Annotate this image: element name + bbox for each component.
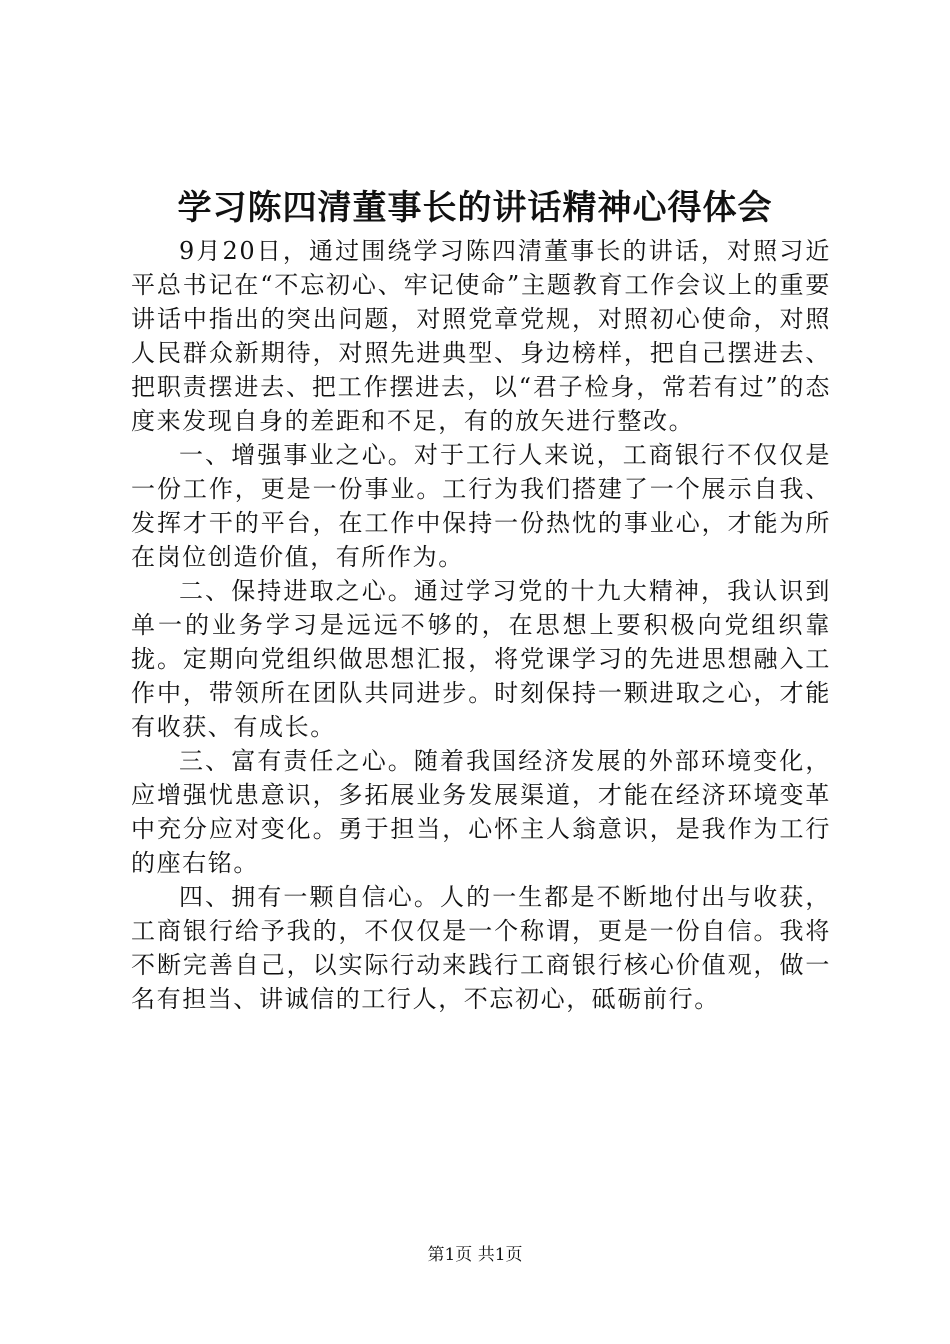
document-title: 学习陈四清董事长的讲话精神心得体会 [177,188,773,228]
paragraph-confidence-heart: 四、拥有一颗自信心。人的一生都是不断地付出与收获，工商银行给予我的，不仅仅是一个称谓，更是一份自信。我将不断完善自己，以实际行动来践行工商银行核心价值观，做一名有担当、讲诚信的工行人，不忘初心，砥砺前行。 [131,883,831,1013]
paragraph-progress-heart: 二、保持进取之心。通过学习党的十九大精神，我认识到单一的业务学习是远远不够的，在思想上要积极向党组织靠拢。定期向党组织做思想汇报，将党课学习的先进思想融入工作中，带领所在团队共同进步。时刻保持一颗进取之心，才能有收获、有成长。 [131,577,831,741]
paragraph-career-heart: 一、增强事业之心。对于工行人来说，工商银行不仅仅是一份工作，更是一份事业。工行为我们搭建了一个展示自我、发挥才干的平台，在工作中保持一份热忱的事业心，才能为所在岗位创造价值，有所作为。 [131,441,831,571]
page-number-footer: 第1页 共1页 [427,1245,523,1265]
document-body [131,234,831,1016]
paragraph-responsibility-heart: 三、富有责任之心。随着我国经济发展的外部环境变化，应增强忧患意识，多拓展业务发展渠道，才能在经济环境变革中充分应对变化。勇于担当，心怀主人翁意识，是我作为工行的座右铭。 [131,747,831,877]
paragraph-intro: 9月20日，通过围绕学习陈四清董事长的讲话，对照习近平总书记在“不忘初心、牢记使命”主题教育工作会议上的重要讲话中指出的突出问题，对照党章党规，对照初心使命，对照人民群众新期待，对照先进典型、身边榜样，把自己摆进去、把职责摆进去、把工作摆进去，以“君子检身，常若有过”的态度来发现自身的差距和不足，有的放矢进行整改。 [131,237,831,435]
